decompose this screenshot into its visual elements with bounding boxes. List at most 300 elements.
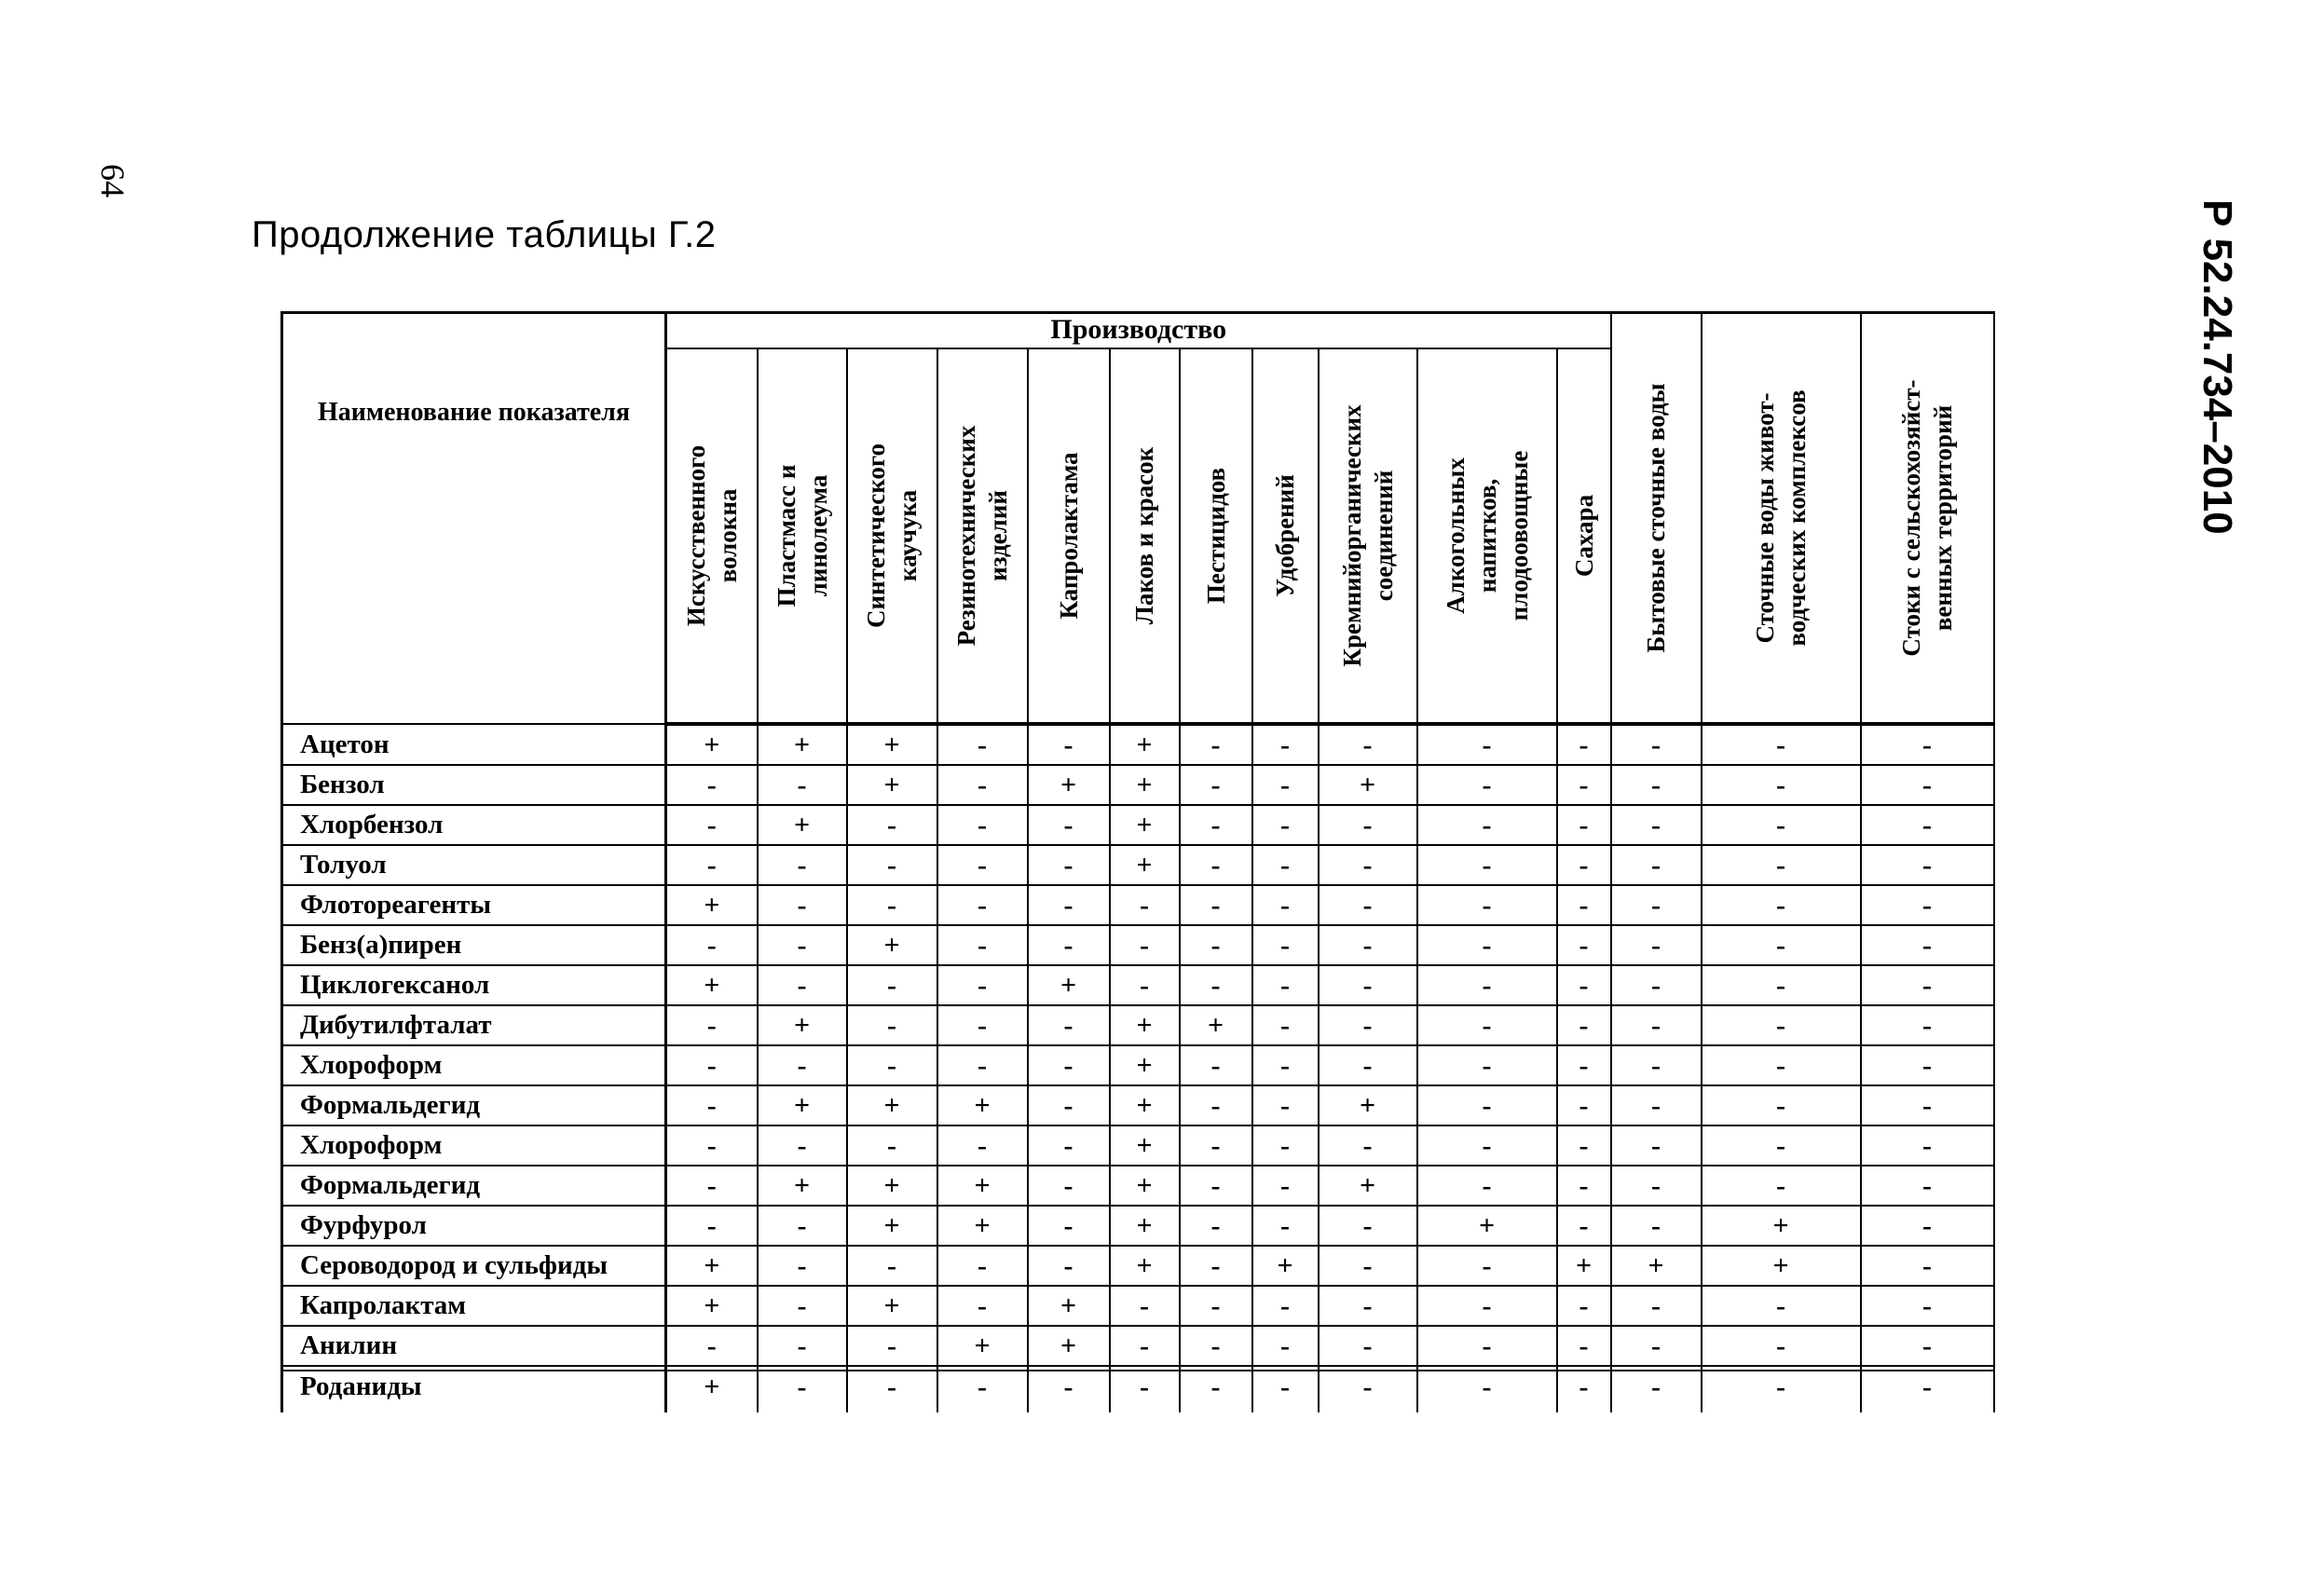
mark-cell: -	[1180, 925, 1252, 965]
mark-cell: -	[758, 1326, 847, 1366]
mark-cell: -	[1702, 1166, 1861, 1206]
mark-cell: -	[1417, 1286, 1557, 1326]
table-row	[282, 1125, 1994, 1166]
mark-cell: -	[1611, 1045, 1702, 1085]
mark-cell: -	[666, 765, 758, 805]
mark-cell: -	[1702, 1286, 1861, 1326]
mark-cell: +	[758, 1085, 847, 1125]
mark-cell: -	[937, 765, 1028, 805]
mark-cell: -	[1252, 1286, 1319, 1326]
indicator-name: Бензол	[282, 765, 666, 805]
mark-cell: -	[1180, 805, 1252, 845]
mark-cell: -	[1702, 805, 1861, 845]
mark-cell: -	[1611, 925, 1702, 965]
mark-cell: -	[937, 1005, 1028, 1045]
column-header-label: Пестицидов	[1201, 467, 1230, 605]
mark-cell: -	[1557, 1125, 1611, 1166]
mark-cell: -	[758, 885, 847, 925]
mark-cell: -	[1861, 1045, 1994, 1085]
mark-cell: -	[1180, 1166, 1252, 1206]
mark-cell: +	[937, 1166, 1028, 1206]
mark-cell: -	[1319, 885, 1417, 925]
mark-cell: +	[666, 1286, 758, 1326]
indicator-name: Бенз(а)пирен	[282, 925, 666, 965]
mark-cell: -	[1319, 965, 1417, 1005]
mark-cell: -	[666, 1085, 758, 1125]
mark-cell: -	[1702, 925, 1861, 965]
column-header	[1557, 348, 1611, 724]
mark-cell: -	[1861, 885, 1994, 925]
mark-cell: +	[847, 925, 937, 965]
mark-cell: -	[1557, 1286, 1611, 1326]
mark-cell: -	[1861, 1125, 1994, 1166]
mark-cell: +	[847, 1206, 937, 1246]
mark-cell: -	[1417, 845, 1557, 885]
mark-cell: -	[1028, 1085, 1110, 1125]
mark-cell: -	[1252, 1045, 1319, 1085]
mark-cell: +	[666, 965, 758, 1005]
mark-cell: +	[666, 885, 758, 925]
table-row	[282, 1206, 1994, 1246]
table-row	[282, 845, 1994, 885]
mark-cell: -	[666, 845, 758, 885]
mark-cell: -	[1702, 1085, 1861, 1125]
mark-cell: -	[1180, 885, 1252, 925]
mark-cell: -	[758, 1045, 847, 1085]
column-header	[1028, 348, 1110, 724]
mark-cell: -	[758, 845, 847, 885]
mark-cell: -	[937, 724, 1028, 765]
mark-cell: -	[1861, 845, 1994, 885]
column-header-label: Удобрений	[1271, 474, 1299, 597]
mark-cell: -	[758, 1286, 847, 1326]
mark-cell: -	[1417, 1085, 1557, 1125]
column-header	[847, 348, 937, 724]
mark-cell: -	[1861, 1326, 1994, 1366]
mark-cell: -	[666, 1166, 758, 1206]
mark-cell: +	[1110, 1166, 1180, 1206]
mark-cell: -	[937, 1125, 1028, 1166]
mark-cell: -	[1557, 1166, 1611, 1206]
mark-cell: -	[666, 1125, 758, 1166]
mark-cell: -	[1180, 1246, 1252, 1286]
mark-cell: -	[1861, 925, 1994, 965]
mark-cell: -	[666, 1005, 758, 1045]
mark-cell: -	[758, 1206, 847, 1246]
mark-cell: -	[1028, 1246, 1110, 1286]
table-row	[282, 965, 1994, 1005]
mark-cell: -	[1702, 724, 1861, 765]
header-row-group	[282, 313, 1994, 349]
mark-cell: -	[1319, 1125, 1417, 1166]
mark-cell: -	[1702, 885, 1861, 925]
mark-cell: -	[937, 805, 1028, 845]
mark-cell: +	[1028, 965, 1110, 1005]
mark-cell: -	[1028, 925, 1110, 965]
mark-cell: -	[1702, 765, 1861, 805]
mark-cell: +	[1319, 1166, 1417, 1206]
column-header	[937, 348, 1028, 724]
mark-cell: -	[847, 1045, 937, 1085]
mark-cell: +	[847, 1286, 937, 1326]
mark-cell: -	[1180, 1286, 1252, 1326]
mark-cell: -	[1252, 965, 1319, 1005]
mark-cell: -	[847, 1371, 937, 1412]
mark-cell: -	[1557, 1045, 1611, 1085]
mark-cell: -	[1861, 1246, 1994, 1286]
mark-cell: -	[1861, 805, 1994, 845]
mark-cell: -	[1319, 1045, 1417, 1085]
indicator-name: Циклогексанол	[282, 965, 666, 1005]
table-row	[282, 925, 1994, 965]
mark-cell: -	[1028, 724, 1110, 765]
mark-cell: -	[937, 965, 1028, 1005]
column-header-label: Резинотехнических изделий	[952, 425, 1012, 647]
mark-cell: -	[1611, 805, 1702, 845]
mark-cell: +	[1319, 1085, 1417, 1125]
indicator-name: Хлороформ	[282, 1125, 666, 1166]
mark-cell: +	[666, 1246, 758, 1286]
mark-cell: -	[1180, 1085, 1252, 1125]
mark-cell: -	[1417, 805, 1557, 845]
mark-cell: -	[1611, 885, 1702, 925]
mark-cell: -	[1611, 1206, 1702, 1246]
mark-cell: -	[1702, 1371, 1861, 1412]
mark-cell: -	[1110, 885, 1180, 925]
mark-cell: -	[1028, 1371, 1110, 1412]
mark-cell: -	[1252, 1085, 1319, 1125]
name-column-header: Наименование показателя	[282, 313, 666, 725]
column-header-label: Кремнийорганических соединений	[1337, 404, 1398, 667]
mark-cell: -	[1028, 805, 1110, 845]
mark-cell: -	[937, 925, 1028, 965]
mark-cell: +	[1110, 1206, 1180, 1246]
mark-cell: -	[1252, 805, 1319, 845]
mark-cell: -	[1611, 965, 1702, 1005]
mark-cell: -	[1028, 1045, 1110, 1085]
mark-cell: -	[937, 1371, 1028, 1412]
mark-cell: -	[1702, 1005, 1861, 1045]
mark-cell: +	[1319, 765, 1417, 805]
mark-cell: +	[666, 724, 758, 765]
mark-cell: +	[1702, 1246, 1861, 1286]
mark-cell: -	[1557, 1005, 1611, 1045]
mark-cell: -	[666, 925, 758, 965]
indicator-name: Хлороформ	[282, 1045, 666, 1085]
mark-cell: +	[1110, 1246, 1180, 1286]
mark-cell: -	[1557, 1206, 1611, 1246]
mark-cell: -	[758, 1125, 847, 1166]
data-table	[280, 311, 1995, 1412]
mark-cell: -	[1417, 885, 1557, 925]
mark-cell: +	[758, 1005, 847, 1045]
mark-cell: -	[1861, 1005, 1994, 1045]
indicator-name: Хлорбензол	[282, 805, 666, 845]
mark-cell: -	[1252, 1005, 1319, 1045]
mark-cell: +	[847, 1166, 937, 1206]
mark-cell: -	[1611, 1286, 1702, 1326]
column-header-label: Искусственного волокна	[681, 444, 742, 627]
mark-cell: -	[1861, 724, 1994, 765]
mark-cell: -	[1028, 1125, 1110, 1166]
mark-cell: -	[1417, 1045, 1557, 1085]
mark-cell: +	[758, 805, 847, 845]
mark-cell: +	[1028, 1286, 1110, 1326]
mark-cell: -	[1319, 805, 1417, 845]
mark-cell: -	[1028, 885, 1110, 925]
mark-cell: +	[1028, 765, 1110, 805]
mark-cell: -	[1319, 925, 1417, 965]
mark-cell: -	[1557, 965, 1611, 1005]
production-group-header: Производство	[666, 313, 1611, 349]
mark-cell: -	[1417, 1371, 1557, 1412]
mark-cell: -	[1557, 765, 1611, 805]
mark-cell: +	[1110, 845, 1180, 885]
mark-cell: -	[1252, 1371, 1319, 1412]
mark-cell: -	[847, 1125, 937, 1166]
mark-cell: -	[1417, 765, 1557, 805]
column-header-label: Лаков и красок	[1130, 446, 1158, 625]
mark-cell: +	[1110, 1005, 1180, 1045]
mark-cell: -	[1252, 1206, 1319, 1246]
mark-cell: -	[1417, 1326, 1557, 1366]
mark-cell: -	[1180, 1206, 1252, 1246]
mark-cell: -	[1861, 1206, 1994, 1246]
column-header	[666, 348, 758, 724]
mark-cell: -	[1611, 1125, 1702, 1166]
mark-cell: +	[758, 1166, 847, 1206]
mark-cell: -	[1110, 965, 1180, 1005]
mark-cell: +	[1110, 724, 1180, 765]
mark-cell: -	[1611, 1371, 1702, 1412]
table-row	[282, 1246, 1994, 1286]
mark-cell: -	[1611, 765, 1702, 805]
mark-cell: -	[1252, 1125, 1319, 1166]
mark-cell: -	[937, 1246, 1028, 1286]
mark-cell: -	[847, 1246, 937, 1286]
mark-cell: -	[1252, 885, 1319, 925]
mark-cell: +	[1110, 805, 1180, 845]
indicator-name: Анилин	[282, 1326, 666, 1366]
mark-cell: +	[1252, 1246, 1319, 1286]
mark-cell: +	[847, 765, 937, 805]
mark-cell: -	[1861, 765, 1994, 805]
column-header-label: Пластмасс и линолеума	[772, 464, 832, 607]
mark-cell: -	[1180, 965, 1252, 1005]
mark-cell: -	[666, 1326, 758, 1366]
indicator-name: Формальдегид	[282, 1166, 666, 1206]
mark-cell: -	[847, 1005, 937, 1045]
mark-cell: -	[847, 885, 937, 925]
mark-cell: -	[1180, 1326, 1252, 1366]
mark-cell: -	[1252, 765, 1319, 805]
table-body	[282, 724, 1994, 1412]
mark-cell: -	[1417, 1005, 1557, 1045]
mark-cell: -	[1319, 1005, 1417, 1045]
mark-cell: -	[1861, 1085, 1994, 1125]
mark-cell: -	[666, 1206, 758, 1246]
mark-cell: -	[1180, 765, 1252, 805]
mark-cell: -	[758, 765, 847, 805]
mark-cell: -	[1417, 925, 1557, 965]
document-code: Р 52.24.734–2010	[2195, 199, 2240, 535]
mark-cell: +	[666, 1371, 758, 1412]
mark-cell: -	[1702, 845, 1861, 885]
mark-cell: +	[1110, 765, 1180, 805]
mark-cell: -	[937, 1045, 1028, 1085]
table-row	[282, 805, 1994, 845]
indicator-name: Капролактам	[282, 1286, 666, 1326]
mark-cell: +	[1110, 1085, 1180, 1125]
column-header-label: Сахара	[1569, 494, 1598, 578]
column-header	[1417, 348, 1557, 724]
mark-cell: -	[758, 1371, 847, 1412]
mark-cell: +	[1702, 1206, 1861, 1246]
table-row	[282, 1371, 1994, 1412]
column-header	[1180, 348, 1252, 724]
indicator-name: Дибутилфталат	[282, 1005, 666, 1045]
column-header	[1110, 348, 1180, 724]
mark-cell: -	[1028, 845, 1110, 885]
column-header-label: Капролактама	[1054, 452, 1083, 620]
mark-cell: -	[1252, 724, 1319, 765]
mark-cell: -	[1180, 724, 1252, 765]
indicator-name: Формальдегид	[282, 1085, 666, 1125]
column-header	[1611, 313, 1702, 725]
column-header-label: Бытовые сточные воды	[1642, 383, 1670, 653]
column-header-label: Синтетического каучука	[862, 443, 922, 628]
column-header	[1861, 313, 1994, 725]
mark-cell: -	[1861, 1166, 1994, 1206]
mark-cell: -	[1110, 1326, 1180, 1366]
mark-cell: -	[1702, 1326, 1861, 1366]
mark-cell: -	[1702, 1125, 1861, 1166]
mark-cell: +	[1417, 1206, 1557, 1246]
mark-cell: -	[1319, 1206, 1417, 1246]
mark-cell: -	[1557, 1085, 1611, 1125]
mark-cell: -	[1611, 1085, 1702, 1125]
mark-cell: -	[1252, 845, 1319, 885]
table-caption: Продолжение таблицы Г.2	[252, 214, 717, 255]
mark-cell: -	[758, 1246, 847, 1286]
mark-cell: +	[1180, 1005, 1252, 1045]
mark-cell: -	[1417, 1166, 1557, 1206]
table-row	[282, 885, 1994, 925]
mark-cell: -	[1611, 1166, 1702, 1206]
mark-cell: -	[1252, 925, 1319, 965]
mark-cell: -	[1319, 1286, 1417, 1326]
mark-cell: +	[847, 1085, 937, 1125]
table-row	[282, 1326, 1994, 1366]
mark-cell: -	[1557, 885, 1611, 925]
mark-cell: +	[1611, 1246, 1702, 1286]
mark-cell: -	[1702, 965, 1861, 1005]
mark-cell: -	[1611, 1326, 1702, 1366]
mark-cell: -	[1557, 845, 1611, 885]
mark-cell: -	[1702, 1045, 1861, 1085]
page-number: 64	[94, 164, 131, 198]
mark-cell: -	[1252, 1326, 1319, 1366]
mark-cell: -	[1180, 1125, 1252, 1166]
mark-cell: -	[1319, 1246, 1417, 1286]
mark-cell: -	[1557, 1371, 1611, 1412]
column-header	[1319, 348, 1417, 724]
mark-cell: -	[1861, 1371, 1994, 1412]
table-row	[282, 1045, 1994, 1085]
mark-cell: -	[1417, 1246, 1557, 1286]
table-row	[282, 1286, 1994, 1326]
column-header	[1702, 313, 1861, 725]
mark-cell: -	[1319, 724, 1417, 765]
mark-cell: -	[847, 805, 937, 845]
mark-cell: -	[666, 1045, 758, 1085]
mark-cell: -	[1319, 845, 1417, 885]
mark-cell: +	[937, 1206, 1028, 1246]
mark-cell: -	[1417, 1125, 1557, 1166]
mark-cell: -	[1180, 1045, 1252, 1085]
mark-cell: -	[1611, 845, 1702, 885]
column-header-label: Алкогольных напитков, плодоовощные	[1441, 450, 1533, 621]
indicator-name: Толуол	[282, 845, 666, 885]
indicator-name: Роданиды	[282, 1371, 666, 1412]
mark-cell: +	[937, 1085, 1028, 1125]
mark-cell: +	[1028, 1326, 1110, 1366]
table-row	[282, 1166, 1994, 1206]
column-header	[758, 348, 847, 724]
mark-cell: -	[937, 1286, 1028, 1326]
table-row	[282, 765, 1994, 805]
mark-cell: -	[847, 1326, 937, 1366]
mark-cell: -	[1028, 1166, 1110, 1206]
mark-cell: +	[847, 724, 937, 765]
mark-cell: -	[1861, 1286, 1994, 1326]
mark-cell: +	[1110, 1125, 1180, 1166]
table-row	[282, 1005, 1994, 1045]
indicator-name: Флотореагенты	[282, 885, 666, 925]
mark-cell: -	[1557, 805, 1611, 845]
indicator-name: Ацетон	[282, 724, 666, 765]
mark-cell: -	[937, 845, 1028, 885]
mark-cell: -	[1180, 845, 1252, 885]
column-header	[1252, 348, 1319, 724]
table-row	[282, 724, 1994, 765]
table-row	[282, 1085, 1994, 1125]
mark-cell: -	[1180, 1371, 1252, 1412]
indicator-name: Сероводород и сульфиды	[282, 1246, 666, 1286]
mark-cell: -	[1557, 1326, 1611, 1366]
mark-cell: -	[1417, 724, 1557, 765]
mark-cell: -	[1110, 925, 1180, 965]
mark-cell: -	[847, 845, 937, 885]
mark-cell: +	[937, 1326, 1028, 1366]
mark-cell: -	[1028, 1206, 1110, 1246]
mark-cell: -	[1557, 724, 1611, 765]
column-header-label: Стоки с сельскохозяйст-венных территорий	[1897, 379, 1957, 657]
indicator-name: Фурфурол	[282, 1206, 666, 1246]
mark-cell: -	[1110, 1371, 1180, 1412]
mark-cell: -	[666, 805, 758, 845]
mark-cell: +	[1110, 1045, 1180, 1085]
mark-cell: -	[1319, 1326, 1417, 1366]
mark-cell: -	[1611, 1005, 1702, 1045]
mark-cell: -	[1319, 1371, 1417, 1412]
mark-cell: +	[758, 724, 847, 765]
column-header-label: Сточные воды живот-водческих комплексов	[1751, 389, 1811, 647]
mark-cell: -	[1557, 925, 1611, 965]
mark-cell: -	[1110, 1286, 1180, 1326]
mark-cell: -	[1028, 1005, 1110, 1045]
mark-cell: -	[1611, 724, 1702, 765]
